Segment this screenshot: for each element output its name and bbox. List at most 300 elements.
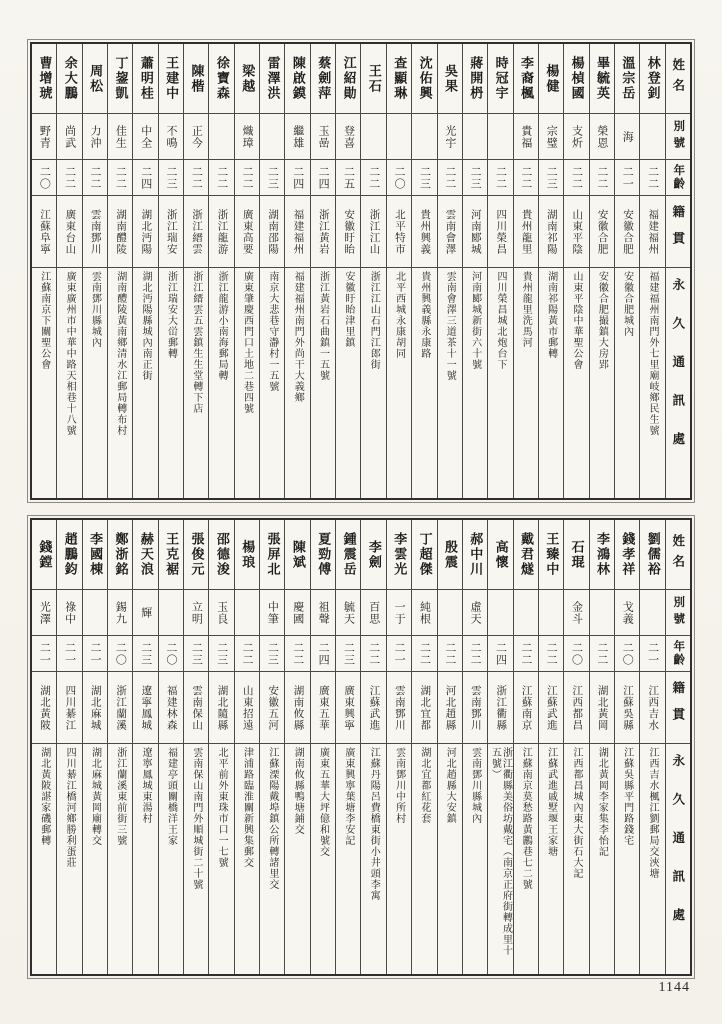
person-age — [311, 160, 335, 196]
person-name — [412, 44, 436, 114]
person-age-text: 二二 — [519, 165, 532, 190]
person-name — [387, 44, 411, 114]
person-age — [387, 160, 411, 196]
person-origin-text: 江西都昌 — [571, 684, 584, 731]
person-address-text: 江蘇南京下關聖公會 — [38, 271, 50, 370]
person-origin-text: 北平特市 — [393, 208, 406, 255]
person-origin-text: 福建林森 — [165, 684, 178, 731]
row-label-column — [665, 44, 690, 498]
person-alias-text: 祖聲 — [317, 600, 330, 625]
person-age — [488, 636, 512, 672]
person-origin-text: 湖南醴陵 — [115, 208, 128, 255]
person-origin — [235, 196, 259, 268]
person-age-text: 二三 — [165, 165, 178, 190]
person-address — [615, 744, 639, 974]
person-age — [260, 160, 284, 196]
person-name-text: 邵德浚 — [214, 532, 230, 577]
person-alias — [285, 590, 309, 636]
person-origin — [361, 672, 385, 744]
person-age — [285, 636, 309, 672]
person-alias — [463, 114, 487, 160]
person-age — [235, 160, 259, 196]
person-column — [259, 44, 284, 498]
person-origin — [32, 672, 56, 744]
person-address — [235, 268, 259, 498]
person-alias — [387, 590, 411, 636]
person-address — [438, 744, 462, 974]
person-origin-text: 江西吉水 — [647, 684, 660, 731]
person-origin-text: 湖北沔陽 — [140, 208, 153, 255]
person-origin-text: 浙江江山 — [368, 208, 381, 255]
person-name-text: 錢鏜 — [37, 539, 53, 570]
person-age — [514, 160, 538, 196]
person-origin-text: 浙江縉雲 — [191, 208, 204, 255]
person-origin — [260, 672, 284, 744]
person-alias-text: 錫九 — [114, 600, 127, 625]
person-age-text: 二三 — [266, 641, 279, 666]
person-origin — [539, 672, 563, 744]
person-alias — [539, 114, 563, 160]
person-address-text: 湖南攸縣鴨塘鋪交 — [292, 747, 304, 835]
person-alias — [590, 114, 614, 160]
person-alias — [438, 114, 462, 160]
person-origin — [336, 672, 360, 744]
person-alias-text: 立明 — [190, 600, 203, 625]
person-address — [539, 744, 563, 974]
person-column — [284, 520, 309, 974]
person-address-text: 浙江江山石門江郎街 — [368, 271, 380, 370]
person-age — [615, 636, 639, 672]
person-alias — [133, 114, 157, 160]
person-origin-text: 湖北宜都 — [419, 684, 432, 731]
person-address — [438, 268, 462, 498]
person-address — [514, 268, 538, 498]
person-name — [133, 44, 157, 114]
person-age-text: 二二 — [469, 641, 482, 666]
person-address — [514, 744, 538, 974]
person-alias-text: 正今 — [190, 124, 203, 149]
person-age — [184, 160, 208, 196]
person-column — [183, 44, 208, 498]
person-alias-text: 中全 — [139, 124, 152, 149]
row-label-name-text: 姓名 — [670, 58, 685, 99]
person-name — [590, 44, 614, 114]
row-label-age-text: 年齡 — [672, 164, 685, 191]
person-origin — [438, 196, 462, 268]
person-address — [463, 268, 487, 498]
row-label-column — [665, 520, 690, 974]
row-label-name — [666, 520, 690, 590]
row-label-origin — [666, 672, 690, 744]
person-origin — [133, 672, 157, 744]
person-name — [438, 44, 462, 114]
person-address-text: 雲南鄧川縣城內 — [89, 271, 101, 348]
person-alias — [615, 590, 639, 636]
person-origin — [209, 196, 233, 268]
person-column — [639, 44, 664, 498]
person-address — [412, 268, 436, 498]
person-alias — [159, 590, 183, 636]
person-name-text: 畢毓英 — [595, 56, 610, 101]
person-origin-text: 雲南鄧川 — [89, 208, 102, 255]
row-label-age — [666, 160, 690, 196]
person-age — [564, 636, 588, 672]
person-name-text: 李雲光 — [392, 532, 408, 577]
person-name — [640, 44, 664, 114]
person-address — [83, 268, 107, 498]
person-age-text: 二二 — [595, 641, 608, 666]
person-name-text: 陳啟鏌 — [290, 56, 306, 101]
person-age-text: 二二 — [215, 165, 228, 190]
person-age — [133, 160, 157, 196]
person-origin — [260, 196, 284, 268]
person-column — [386, 44, 411, 498]
person-name-text: 丁超傑 — [417, 532, 433, 577]
person-name — [336, 520, 360, 590]
person-column — [234, 44, 259, 498]
person-alias — [260, 114, 284, 160]
person-origin-text: 湖北隨縣 — [216, 684, 229, 731]
person-alias — [311, 114, 335, 160]
person-origin — [488, 672, 512, 744]
person-name-text: 丁鋆凱 — [113, 56, 129, 101]
person-alias — [336, 590, 360, 636]
person-age — [133, 636, 157, 672]
person-address — [488, 268, 512, 498]
person-origin — [412, 672, 436, 744]
person-address — [159, 744, 183, 974]
person-alias-text: 純根 — [418, 600, 431, 625]
person-alias-text: 慶國 — [291, 600, 304, 625]
person-column — [158, 520, 183, 974]
person-age — [108, 636, 132, 672]
person-column — [462, 520, 487, 974]
row-label-origin-text: 籍貫 — [670, 681, 685, 734]
person-name-text: 張屏北 — [265, 532, 281, 577]
person-name-text: 李國棟 — [88, 532, 104, 577]
person-address-text: 福建福州南門外尚干大義鄉 — [292, 271, 304, 403]
person-origin-text: 山東招遠 — [241, 684, 254, 731]
person-name — [438, 520, 462, 590]
person-column — [259, 520, 284, 974]
person-address-text: 津浦路臨淮關新興集郵交 — [241, 747, 253, 868]
person-age — [57, 160, 81, 196]
person-column — [360, 44, 385, 498]
person-origin-text: 廣東五華 — [317, 684, 330, 731]
person-address — [564, 268, 588, 498]
person-origin — [336, 196, 360, 268]
row-label-name-text: 姓名 — [670, 534, 685, 575]
person-address-text: 雲南鄧川中所村 — [393, 747, 405, 824]
person-column — [335, 44, 360, 498]
person-origin — [590, 672, 614, 744]
person-age — [336, 160, 360, 196]
person-alias-text: 支炘 — [570, 124, 583, 149]
person-name — [488, 44, 512, 114]
person-alias — [32, 114, 56, 160]
person-address-text: 浙江瑞安大峃郵轉 — [165, 271, 177, 359]
person-origin-text: 貴州龍里 — [520, 208, 533, 255]
person-name-text: 李鴻林 — [595, 532, 610, 577]
person-address — [209, 268, 233, 498]
person-name — [590, 520, 614, 590]
person-age-text: 二〇 — [393, 165, 406, 190]
person-name-text: 蕭明桂 — [138, 56, 154, 101]
person-origin-text: 湖南邵陽 — [267, 208, 280, 255]
person-address-text: 雲南會澤三道茶十一號 — [444, 271, 456, 381]
person-alias — [83, 590, 107, 636]
person-column — [513, 520, 538, 974]
person-name — [564, 520, 588, 590]
person-name-text: 沈佑興 — [417, 56, 433, 101]
person-name-text: 鄭浙銘 — [113, 532, 129, 577]
person-age — [57, 636, 81, 672]
person-origin — [83, 196, 107, 268]
person-address — [184, 744, 208, 974]
person-origin-text: 浙江龍游 — [216, 208, 229, 255]
person-alias-text: 貴福 — [519, 124, 532, 149]
person-age-text: 二二 — [595, 165, 608, 190]
person-age-text: 二〇 — [114, 641, 127, 666]
row-label-alias-text: 別號 — [672, 120, 685, 153]
person-name-text: 雷澤洪 — [265, 56, 281, 101]
person-address-text: 江蘇丹陽呂費橋東街小井頭李寓 — [368, 747, 380, 901]
person-address — [412, 744, 436, 974]
person-alias-text: 一于 — [393, 600, 406, 625]
person-address-text: 湖北麻城黃岡廟轉交 — [89, 747, 101, 846]
person-age — [640, 160, 664, 196]
person-name — [387, 520, 411, 590]
person-column — [437, 520, 462, 974]
person-address — [361, 268, 385, 498]
person-address — [260, 268, 284, 498]
person-address-text: 河北趙縣大安鎮 — [444, 747, 456, 824]
person-column — [513, 44, 538, 498]
person-origin-text: 雲南鄧川 — [469, 684, 482, 731]
person-address-text: 浙江龍游小南海郵局轉 — [216, 271, 228, 381]
person-age-text: 二二 — [570, 165, 583, 190]
person-age-text: 二〇 — [570, 641, 583, 666]
person-age-text: 二一 — [63, 641, 76, 666]
person-alias-text: 百思 — [367, 600, 380, 625]
person-name — [311, 520, 335, 590]
person-origin — [108, 672, 132, 744]
person-address-text: 浙江蘭溪東前街三號 — [114, 747, 126, 846]
person-origin-text: 湖北黃陂 — [39, 684, 52, 731]
person-name — [108, 520, 132, 590]
person-age — [159, 636, 183, 672]
person-name-text: 張俊元 — [189, 532, 205, 577]
person-origin — [285, 196, 309, 268]
person-address — [57, 744, 81, 974]
person-name — [184, 44, 208, 114]
person-age-text: 二二 — [291, 641, 304, 666]
person-age — [32, 160, 56, 196]
person-origin — [564, 196, 588, 268]
person-age — [438, 160, 462, 196]
person-column — [208, 44, 233, 498]
person-column — [32, 520, 56, 974]
person-origin — [83, 672, 107, 744]
person-address-text: 湖北沔陽縣城內南正街 — [140, 271, 152, 381]
person-column — [107, 520, 132, 974]
person-address — [311, 268, 335, 498]
person-alias — [57, 590, 81, 636]
person-age — [640, 636, 664, 672]
person-address — [209, 744, 233, 974]
person-age — [336, 636, 360, 672]
person-name — [235, 520, 259, 590]
person-age — [438, 636, 462, 672]
person-origin — [159, 196, 183, 268]
person-age-text: 二一 — [393, 641, 406, 666]
person-origin — [615, 196, 639, 268]
person-name-text: 林登釗 — [645, 56, 661, 101]
person-alias — [590, 590, 614, 636]
person-name-text: 王克裾 — [164, 532, 180, 577]
person-alias — [285, 114, 309, 160]
person-address — [285, 268, 309, 498]
person-address — [387, 744, 411, 974]
person-name — [133, 520, 157, 590]
person-origin — [438, 672, 462, 744]
person-name-text: 余大鵬 — [62, 56, 78, 101]
person-name — [260, 44, 284, 114]
person-column — [56, 44, 81, 498]
person-age-text: 二〇 — [165, 641, 178, 666]
person-alias-text: 輝 — [139, 606, 152, 619]
person-name — [463, 520, 487, 590]
person-column — [158, 44, 183, 498]
person-origin-text: 湖北黃岡 — [596, 684, 609, 731]
person-origin-text: 江蘇武進 — [545, 684, 558, 731]
person-origin — [184, 672, 208, 744]
person-origin-text: 貴州興義 — [419, 208, 432, 255]
person-column — [183, 520, 208, 974]
person-alias — [488, 114, 512, 160]
person-age-text: 二二 — [443, 165, 456, 190]
person-origin — [488, 196, 512, 268]
person-alias — [412, 590, 436, 636]
person-address — [133, 268, 157, 498]
person-alias — [361, 114, 385, 160]
person-origin — [311, 672, 335, 744]
person-origin — [57, 196, 81, 268]
person-address-text: 浙江黃岩石曲鎮一五號 — [317, 271, 329, 381]
person-alias-text: 繼雄 — [291, 124, 304, 149]
person-address-text: 貴州興義縣永康路 — [418, 271, 430, 359]
person-column — [32, 44, 56, 498]
person-name-text: 王石 — [366, 63, 382, 94]
person-address-text: 廣東五華大坪億和號交 — [317, 747, 329, 857]
person-column — [284, 44, 309, 498]
person-column — [208, 520, 233, 974]
person-alias — [564, 114, 588, 160]
person-column — [411, 520, 436, 974]
person-age — [564, 160, 588, 196]
person-name-text: 蔣開枬 — [468, 56, 484, 101]
person-age-text: 二〇 — [621, 641, 634, 666]
person-name — [159, 44, 183, 114]
person-address — [488, 744, 512, 974]
person-address-text: 福建亭頭關橋洋王家 — [165, 747, 177, 846]
person-age — [285, 160, 309, 196]
person-alias — [336, 114, 360, 160]
person-column — [487, 520, 512, 974]
person-origin-text: 安徽合肥 — [621, 208, 634, 255]
person-age-text: 二四 — [494, 641, 507, 666]
person-age — [311, 636, 335, 672]
person-alias — [133, 590, 157, 636]
person-name-text: 查顯琳 — [392, 56, 408, 101]
person-address-text: 貴州龍里洗馬河 — [520, 271, 532, 348]
person-column — [589, 44, 614, 498]
person-address-text: 江蘇武進戚墅堰王家塘 — [545, 747, 557, 857]
person-origin — [209, 672, 233, 744]
person-name-text: 戴君燧 — [518, 532, 534, 577]
person-alias — [640, 114, 664, 160]
person-address-text: 江蘇南京莫愁路黃鸝巷七二號 — [520, 747, 532, 890]
person-address — [564, 744, 588, 974]
person-alias-text: 毓天 — [342, 600, 355, 625]
person-column — [132, 520, 157, 974]
person-name — [260, 520, 284, 590]
person-address-text: 湖北宜都紅花套 — [418, 747, 430, 824]
person-address-text: 廣東興寧葉塘李安記 — [342, 747, 354, 846]
person-name-text: 蔡劍萍 — [316, 56, 332, 101]
person-name — [514, 520, 538, 590]
person-name-text: 李劍 — [366, 539, 382, 570]
person-address — [336, 268, 360, 498]
person-alias — [159, 114, 183, 160]
person-name-text: 楊琅 — [240, 539, 256, 570]
person-age — [83, 636, 107, 672]
person-column — [538, 44, 563, 498]
person-address — [336, 744, 360, 974]
person-age — [514, 636, 538, 672]
person-age — [361, 636, 385, 672]
person-address — [32, 744, 56, 974]
person-origin — [361, 196, 385, 268]
person-alias — [387, 114, 411, 160]
person-age-text: 二一 — [38, 641, 51, 666]
person-name — [285, 44, 309, 114]
person-age — [539, 160, 563, 196]
person-address — [463, 744, 487, 974]
person-alias — [235, 114, 259, 160]
person-name — [57, 44, 81, 114]
person-age-text: 二一 — [89, 641, 102, 666]
person-address — [539, 268, 563, 498]
person-alias-text: 光宇 — [443, 124, 456, 149]
person-age — [361, 160, 385, 196]
person-origin-text: 雲南保山 — [191, 684, 204, 731]
directory-table-bottom — [30, 518, 692, 976]
person-origin-text: 福建福州 — [647, 208, 660, 255]
person-address-text: 湖南醴陵黃南鄉清水江郵局轉布村 — [114, 271, 126, 436]
person-name-text: 徐寶森 — [214, 56, 230, 101]
person-name — [83, 520, 107, 590]
person-origin-text: 江蘇武進 — [368, 684, 381, 731]
person-alias-text: 中筆 — [266, 600, 279, 625]
person-name — [412, 520, 436, 590]
person-alias — [235, 590, 259, 636]
person-column — [639, 520, 664, 974]
person-origin-text: 浙江瑞安 — [165, 208, 178, 255]
person-origin — [615, 672, 639, 744]
person-age-text: 二〇 — [38, 165, 51, 190]
person-address — [615, 268, 639, 498]
